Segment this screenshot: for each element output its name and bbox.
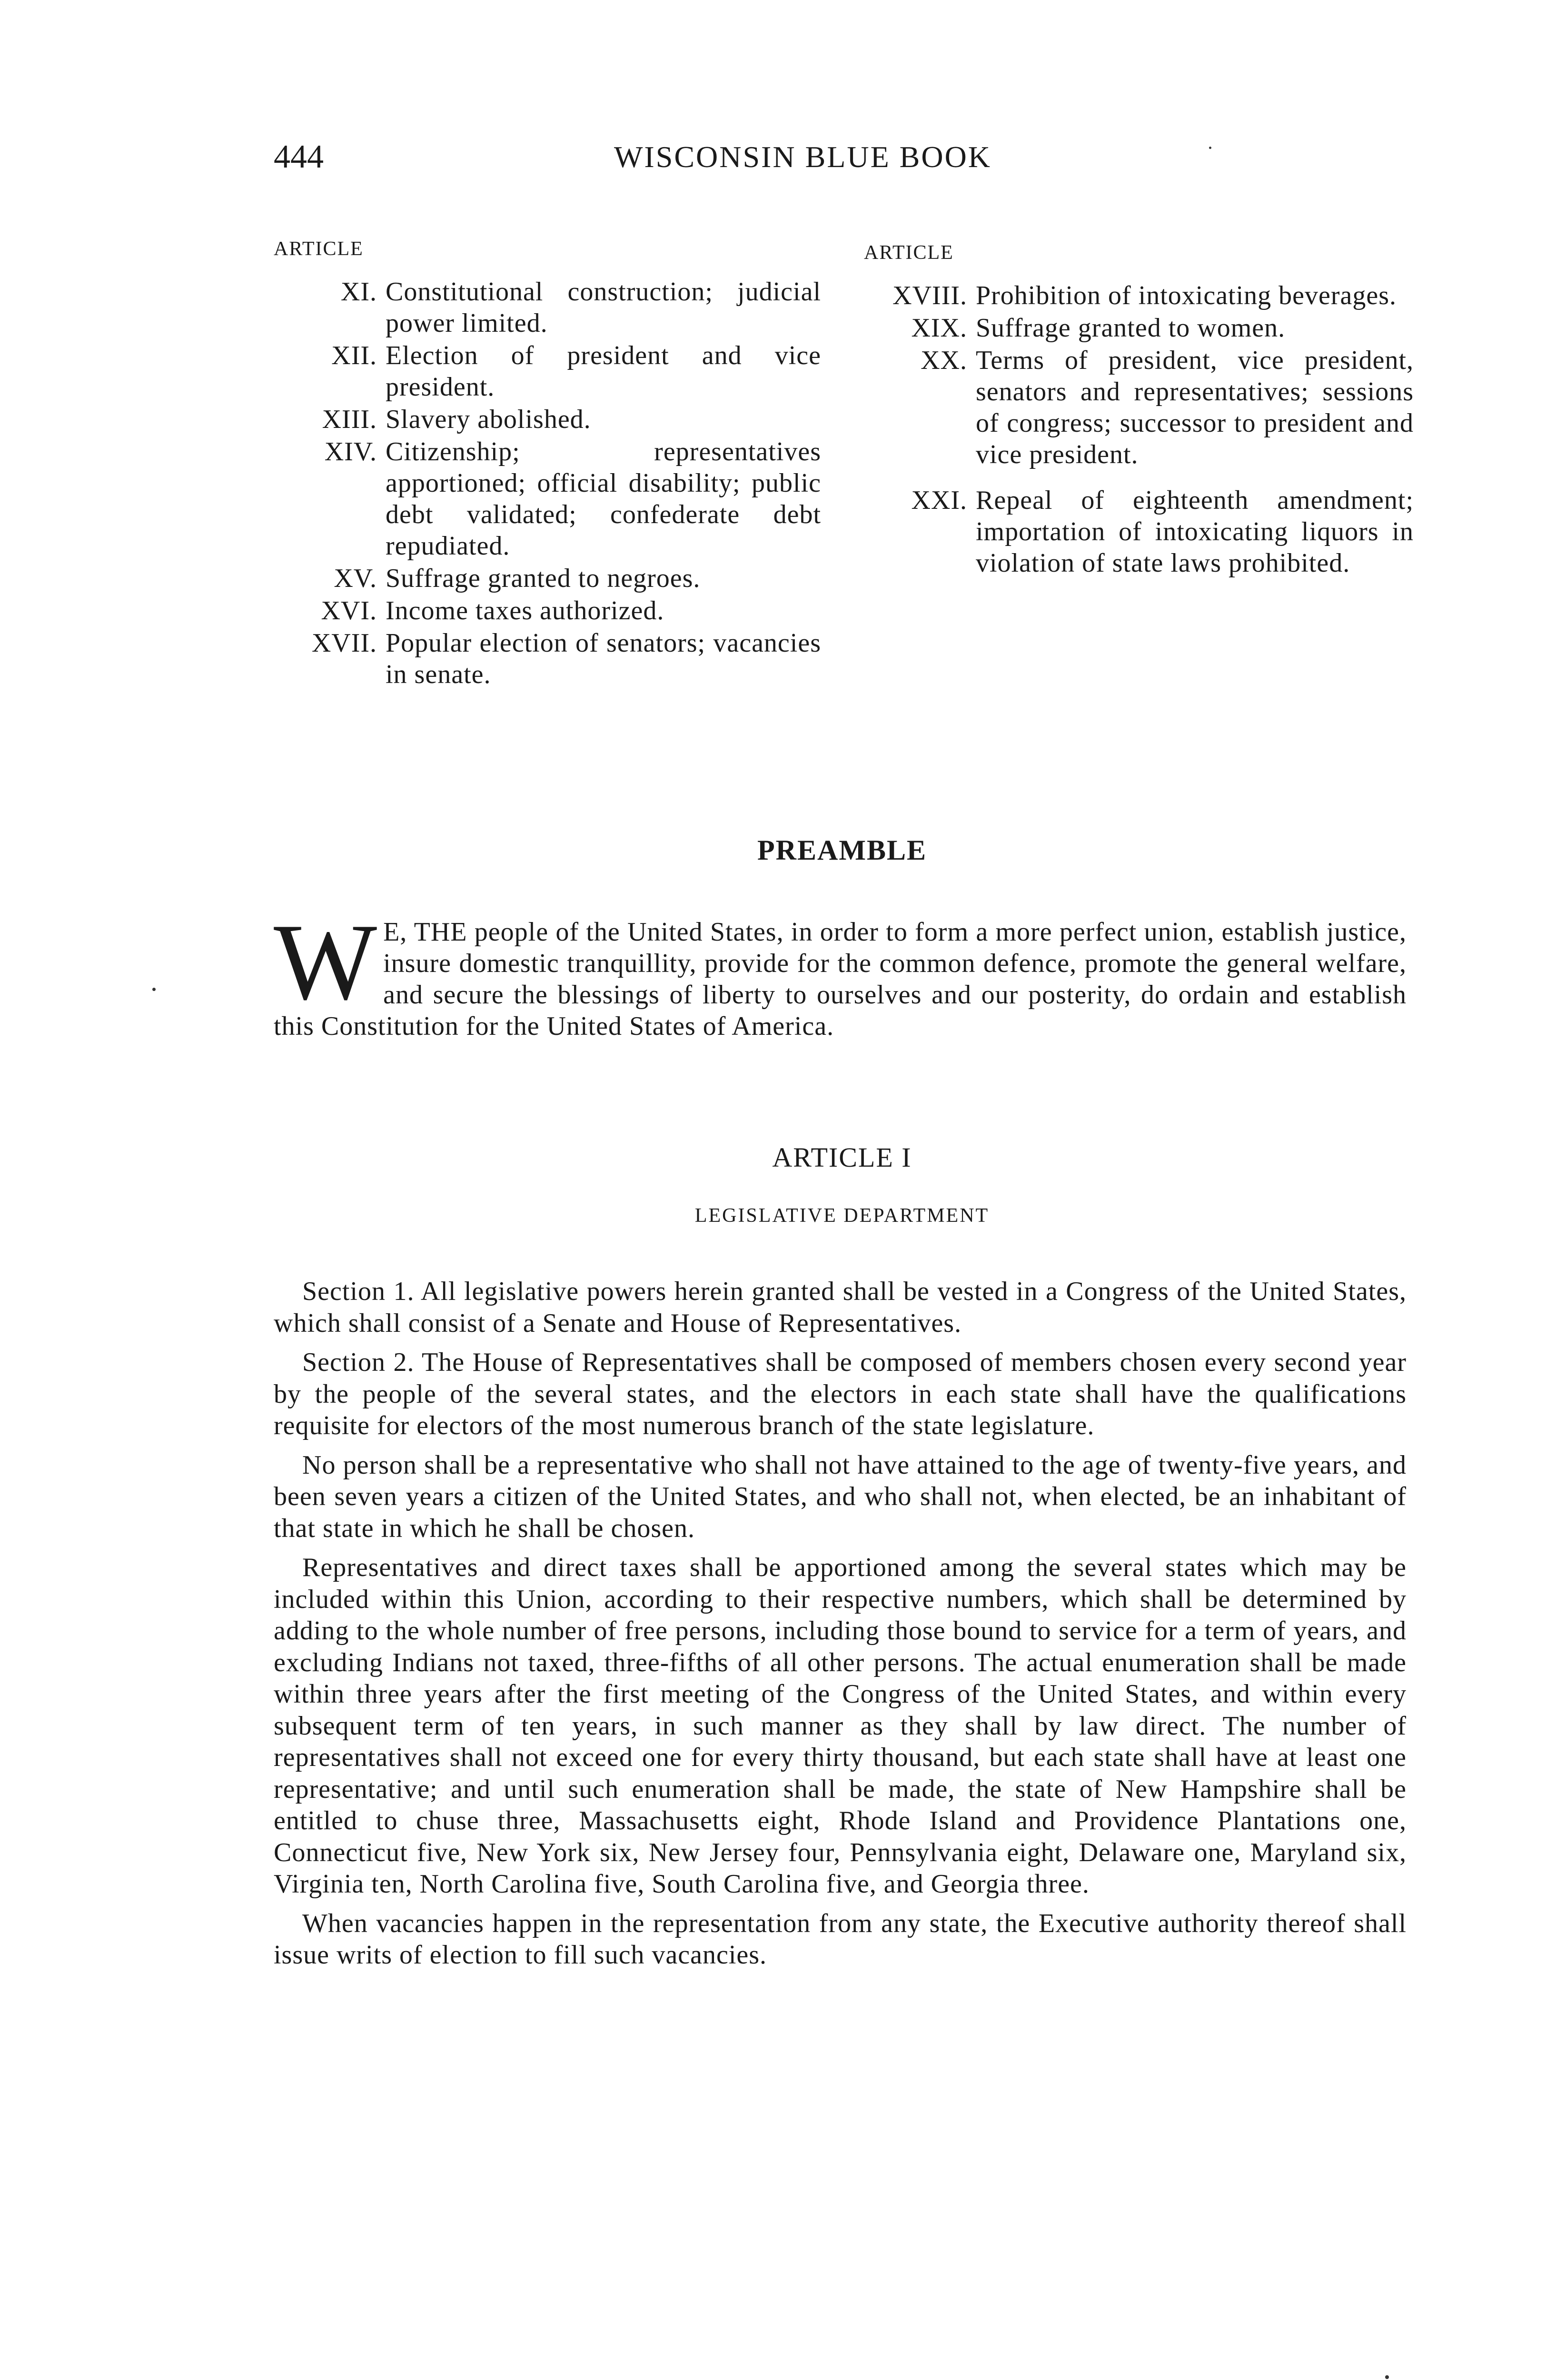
preamble-heading: PREAMBLE — [757, 834, 927, 866]
article-paragraph: Representatives and direct taxes shall be apportioned among the several states which may be included within this Union, according to their respective numbers, which shall be determined by adding to the whole number of free persons, including those bound to service for a term of years, and excluding Indians not taxed, three-fifths of all other persons. The actual enumeration shall be made within three years after the first meeting of the Congress of the United States, and within every subsequent term of ten years, in such manner as they shall by law direct. The number of representatives shall not exceed one for every thirty thousand, but each state shall have at least one representative; and until such enumeration shall be made, the state of New Hampshire shall be entitled to chuse three, Massachusetts eight, Rhode Island and Providence Plantations one, Connecticut five, New York six, New Jersey four, Pennsylvania eight, Delaware one, Maryland six, Virginia ten, North Carolina five, South Carolina five, and Georgia three. — [274, 1553, 1407, 1899]
toc-entry-number: XVII. — [311, 628, 377, 658]
toc-entry — [274, 595, 821, 626]
toc-entry — [274, 276, 821, 339]
running-head: WISCONSIN BLUE BOOK — [614, 140, 991, 174]
toc-entry-number: XV. — [334, 564, 377, 593]
toc-entry — [274, 340, 821, 403]
toc-left-heading: ARTICLE — [274, 238, 364, 260]
toc-entry-text: Popular election of senators; vacancies in senate. — [386, 628, 821, 689]
toc-entry-number: XIV. — [324, 437, 377, 466]
scan-speck — [152, 988, 156, 991]
scan-speck — [1385, 2375, 1389, 2379]
scan-speck — [1209, 147, 1211, 149]
toc-entry-number: XVIII. — [892, 281, 967, 310]
article-paragraph: Section 2. The House of Representatives shall be composed of members chosen every second year by the people of the several states, and the electors in each state shall have the qualifications requisite for electors of the most numerous branch of the state legislature. — [274, 1348, 1407, 1440]
preamble-paragraph — [274, 901, 1407, 1042]
toc-right-heading: ARTICLE — [864, 242, 954, 264]
toc-entry — [274, 563, 821, 594]
toc-entry-text: Prohibition of intoxicating beverages. — [976, 281, 1397, 310]
toc-entry — [274, 436, 821, 562]
toc-entry — [864, 345, 1414, 470]
toc-entry-text: Constitutional construction; judicial power limited. — [386, 277, 821, 338]
preamble-text: E, THE people of the United States, in order to form a more perfect union, establish justice, insure domestic tranquillity, provide for the common defence, promote the general welfare, and secure the blessings of liberty to ourselves and our posterity, do ordain and establish this Constitution for the United States of America. — [274, 917, 1407, 1041]
article-subtitle: LEGISLATIVE DEPARTMENT — [694, 1205, 990, 1227]
toc-entry-text: Terms of president, vice president, senators and representatives; sessions of congress; successor to president and vice president. — [976, 346, 1414, 469]
toc-entry-text: Repeal of eighteenth amendment; importation of intoxicating liquors in violation of state laws prohibited. — [976, 486, 1414, 578]
toc-entry-number: XII. — [331, 341, 377, 370]
toc-entry — [864, 280, 1414, 311]
toc-entry-number: XIX. — [911, 313, 967, 343]
article-paragraph: No person shall be a representative who shall not have attained to the age of twenty-five years, and been seven years a citizen of the United States, and who shall not, when elected, be an inhabitant of that state in which he shall be chosen. — [274, 1450, 1407, 1543]
article-paragraph: Section 1. All legislative powers herein granted shall be vested in a Congress of the United States, which shall consist of a Senate and House of Representatives. — [274, 1277, 1407, 1338]
toc-entry-number: XIII. — [322, 405, 377, 434]
toc-entry-text: Suffrage granted to women. — [976, 313, 1286, 343]
toc-entry-number: XI. — [340, 277, 377, 307]
article-body — [274, 1276, 1407, 1979]
article-title: ARTICLE I — [772, 1142, 912, 1173]
article-paragraph: When vacancies happen in the representation from any state, the Executive authority thereof shall issue writs of election to fill such vacancies. — [274, 1908, 1407, 1970]
toc-entry-text: Suffrage granted to negroes. — [386, 564, 701, 593]
toc-entry-text: Slavery abolished. — [386, 405, 591, 434]
toc-entry-text: Citizenship; representatives apportioned; official disability; public debt validated; confederate debt repudiated. — [386, 437, 821, 561]
toc-entry — [274, 404, 821, 435]
toc-entry-text: Income taxes authorized. — [386, 596, 664, 625]
preamble-dropcap: W — [274, 901, 378, 1022]
toc-entry — [864, 312, 1414, 344]
toc-entry-number: XX. — [921, 346, 967, 375]
toc-entry-number: XVI. — [321, 596, 377, 625]
page-number: 444 — [274, 139, 324, 175]
toc-entry — [274, 627, 821, 690]
toc-entry-text: Election of president and vice president. — [386, 341, 821, 402]
toc-entry — [864, 485, 1414, 579]
toc-left-column — [274, 239, 821, 691]
toc-right-column — [864, 243, 1414, 580]
toc-entry-number: XXI. — [911, 486, 967, 515]
